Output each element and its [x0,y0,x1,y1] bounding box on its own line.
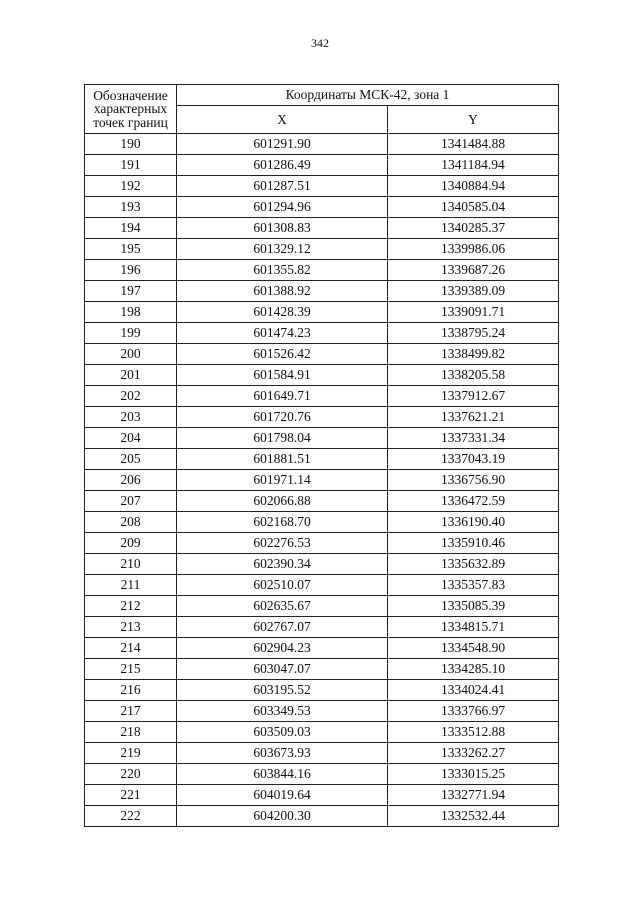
x-coordinate-cell: 602276.53 [177,533,388,554]
point-id-cell: 199 [85,323,177,344]
point-id-cell: 207 [85,491,177,512]
table-row [85,239,559,260]
y-coordinate-cell: 1339986.06 [388,239,559,260]
x-coordinate-cell: 602390.34 [177,554,388,575]
y-coordinate-cell: 1338795.24 [388,323,559,344]
table-row [85,260,559,281]
point-id-cell: 210 [85,554,177,575]
y-coordinate-cell: 1339091.71 [388,302,559,323]
y-coordinate-cell: 1335085.39 [388,596,559,617]
x-coordinate-cell: 603509.03 [177,722,388,743]
point-id-cell: 197 [85,281,177,302]
table-body [85,134,559,827]
page-number: 342 [311,36,329,50]
table-row [85,659,559,680]
x-coordinate-cell: 601798.04 [177,428,388,449]
y-coordinate-cell: 1338499.82 [388,344,559,365]
point-id-cell: 217 [85,701,177,722]
x-coordinate-cell: 601308.83 [177,218,388,239]
y-coordinate-cell: 1337621.21 [388,407,559,428]
table-row [85,155,559,176]
x-coordinate-cell: 601584.91 [177,365,388,386]
point-id-cell: 213 [85,617,177,638]
table-row [85,575,559,596]
y-coordinate-cell: 1332771.94 [388,785,559,806]
x-coordinate-cell: 601720.76 [177,407,388,428]
x-coordinate-cell: 603195.52 [177,680,388,701]
x-coordinate-cell: 601474.23 [177,323,388,344]
table-row [85,134,559,155]
y-coordinate-cell: 1333015.25 [388,764,559,785]
y-column-header: Y [388,106,559,134]
y-coordinate-cell: 1334024.41 [388,680,559,701]
table-row [85,302,559,323]
header-row-group [85,85,559,106]
table-row [85,638,559,659]
table-row [85,806,559,827]
y-coordinate-cell: 1336472.59 [388,491,559,512]
y-coordinate-cell: 1339687.26 [388,260,559,281]
x-coordinate-cell: 602168.70 [177,512,388,533]
x-coordinate-cell: 602510.07 [177,575,388,596]
x-coordinate-cell: 603349.53 [177,701,388,722]
x-coordinate-cell: 603844.16 [177,764,388,785]
point-id-cell: 193 [85,197,177,218]
point-id-cell: 200 [85,344,177,365]
point-id-cell: 198 [85,302,177,323]
point-id-cell: 215 [85,659,177,680]
point-id-cell: 205 [85,449,177,470]
y-coordinate-cell: 1337912.67 [388,386,559,407]
coordinates-table [84,84,559,827]
x-coordinate-cell: 601329.12 [177,239,388,260]
table-row [85,218,559,239]
y-coordinate-cell: 1340585.04 [388,197,559,218]
table-row [85,512,559,533]
table-row [85,407,559,428]
y-coordinate-cell: 1332532.44 [388,806,559,827]
point-id-cell: 208 [85,512,177,533]
point-id-cell: 209 [85,533,177,554]
table-row [85,596,559,617]
point-id-cell: 202 [85,386,177,407]
y-coordinate-cell: 1334548.90 [388,638,559,659]
table-row [85,344,559,365]
point-id-cell: 216 [85,680,177,701]
y-coordinate-cell: 1337043.19 [388,449,559,470]
x-coordinate-cell: 602904.23 [177,638,388,659]
x-column-header: X [177,106,388,134]
y-coordinate-cell: 1334285.10 [388,659,559,680]
y-coordinate-cell: 1333512.88 [388,722,559,743]
point-id-cell: 219 [85,743,177,764]
x-coordinate-cell: 604019.64 [177,785,388,806]
x-coordinate-cell: 601428.39 [177,302,388,323]
x-coordinate-cell: 601286.49 [177,155,388,176]
x-coordinate-cell: 603047.07 [177,659,388,680]
table-row [85,365,559,386]
y-coordinate-cell: 1340884.94 [388,176,559,197]
x-coordinate-cell: 601355.82 [177,260,388,281]
x-coordinate-cell: 602066.88 [177,491,388,512]
y-coordinate-cell: 1337331.34 [388,428,559,449]
table-row [85,701,559,722]
y-coordinate-cell: 1338205.58 [388,365,559,386]
y-coordinate-cell: 1335357.83 [388,575,559,596]
x-coordinate-cell: 601971.14 [177,470,388,491]
x-coordinate-cell: 603673.93 [177,743,388,764]
table-row [85,470,559,491]
y-coordinate-cell: 1340285.37 [388,218,559,239]
x-coordinate-cell: 602767.07 [177,617,388,638]
point-id-cell: 214 [85,638,177,659]
x-coordinate-cell: 602635.67 [177,596,388,617]
table-row [85,491,559,512]
y-coordinate-cell: 1335632.89 [388,554,559,575]
table-row [85,428,559,449]
point-id-cell: 203 [85,407,177,428]
table-row [85,554,559,575]
x-coordinate-cell: 601287.51 [177,176,388,197]
x-coordinate-cell: 601526.42 [177,344,388,365]
table-row [85,176,559,197]
table-row [85,533,559,554]
point-id-cell: 222 [85,806,177,827]
point-id-cell: 204 [85,428,177,449]
x-coordinate-cell: 604200.30 [177,806,388,827]
y-coordinate-cell: 1339389.09 [388,281,559,302]
table-row [85,323,559,344]
coordinates-group-header: Координаты МСК-42, зона 1 [177,85,559,106]
y-coordinate-cell: 1341484.88 [388,134,559,155]
table-row [85,722,559,743]
point-id-cell: 221 [85,785,177,806]
y-coordinate-cell: 1336756.90 [388,470,559,491]
point-label-header: Обозначение характерных точек границ [85,85,177,134]
y-coordinate-cell: 1336190.40 [388,512,559,533]
table-row [85,785,559,806]
table-row [85,386,559,407]
point-id-cell: 195 [85,239,177,260]
point-id-cell: 220 [85,764,177,785]
table-row [85,764,559,785]
point-id-cell: 206 [85,470,177,491]
table-header [85,85,559,134]
point-id-cell: 212 [85,596,177,617]
table-row [85,281,559,302]
point-id-cell: 190 [85,134,177,155]
y-coordinate-cell: 1341184.94 [388,155,559,176]
point-id-cell: 192 [85,176,177,197]
x-coordinate-cell: 601649.71 [177,386,388,407]
table-row [85,617,559,638]
point-id-cell: 196 [85,260,177,281]
point-id-cell: 191 [85,155,177,176]
x-coordinate-cell: 601388.92 [177,281,388,302]
y-coordinate-cell: 1333766.97 [388,701,559,722]
point-id-cell: 211 [85,575,177,596]
y-coordinate-cell: 1333262.27 [388,743,559,764]
x-coordinate-cell: 601291.90 [177,134,388,155]
point-id-cell: 218 [85,722,177,743]
table-row [85,197,559,218]
point-id-cell: 201 [85,365,177,386]
y-coordinate-cell: 1334815.71 [388,617,559,638]
table-row [85,449,559,470]
y-coordinate-cell: 1335910.46 [388,533,559,554]
x-coordinate-cell: 601881.51 [177,449,388,470]
point-id-cell: 194 [85,218,177,239]
table-row [85,743,559,764]
x-coordinate-cell: 601294.96 [177,197,388,218]
table-row [85,680,559,701]
